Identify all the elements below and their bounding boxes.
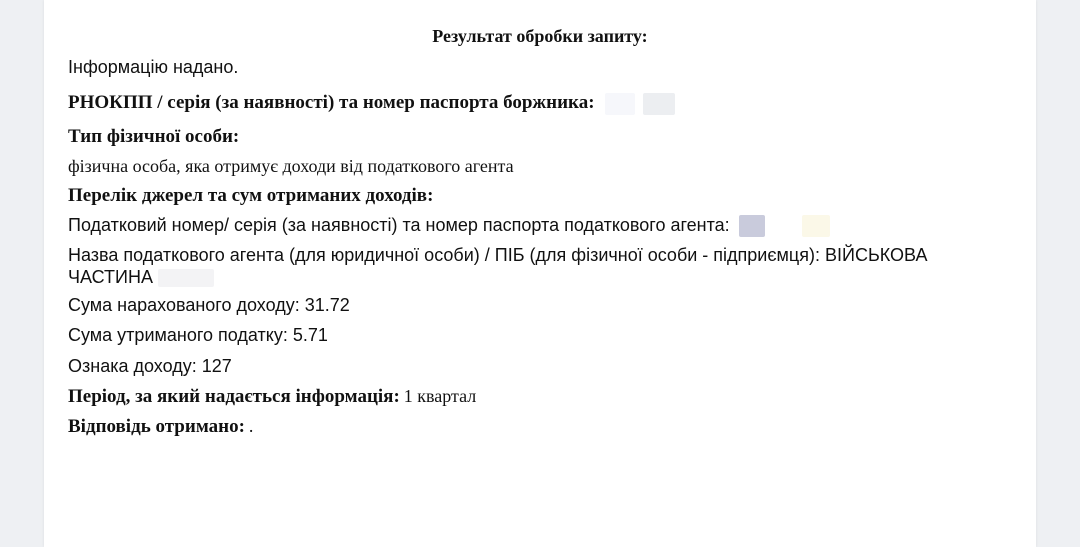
redacted-block [643,93,675,115]
withheld-tax-label: Сума утриманого податку: [68,325,288,345]
tax-agent-name-label: Назва податкового агента (для юридичної особи) / ПІБ (для фізичної особи - підприємця): [68,245,820,265]
income-sources-label: Перелік джерел та сум отриманих доходів: [68,185,434,206]
income-code-row [68,355,232,377]
withheld-tax-row [68,324,328,346]
period-value: 1 квартал [403,386,477,406]
response-value: . [248,416,254,436]
response-label: Відповідь отримано: [68,416,245,437]
info-provided-text: Інформацію надано. [68,57,239,77]
tax-agent-name-value: ВІЙСЬКОВА ЧАСТИНА [68,245,928,287]
accrued-income-row [68,294,350,316]
rnokpp-label: РНОКПП / серія (за наявності) та номер паспорта боржника: [68,92,595,113]
tax-agent-number-label: Податковий номер/ серія (за наявності) та номер паспорта податкового агента: [68,215,730,235]
redacted-block [158,269,214,287]
tax-agent-name-row [68,244,988,288]
response-row [68,415,253,439]
period-row [68,385,476,409]
accrued-income-label: Сума нарахованого доходу: [68,295,300,315]
redacted-block [802,215,830,237]
income-code-value: 127 [201,356,232,376]
person-type-value: фізична особа, яка отримує доходи від податкового агента [68,156,514,176]
tax-agent-number-row [68,214,830,237]
document-page [44,0,1036,547]
income-code-label: Ознака доходу: [68,356,197,376]
accrued-income-value: 31.72 [304,295,350,315]
withheld-tax-value: 5.71 [292,325,328,345]
page-title: Результат обробки запиту: [432,26,648,46]
period-label: Період, за який надається інформація: [68,386,400,407]
rnokpp-row [68,92,675,115]
redacted-block [739,215,765,237]
person-type-label: Тип фізичної особи: [68,126,240,147]
redacted-block [605,93,635,115]
